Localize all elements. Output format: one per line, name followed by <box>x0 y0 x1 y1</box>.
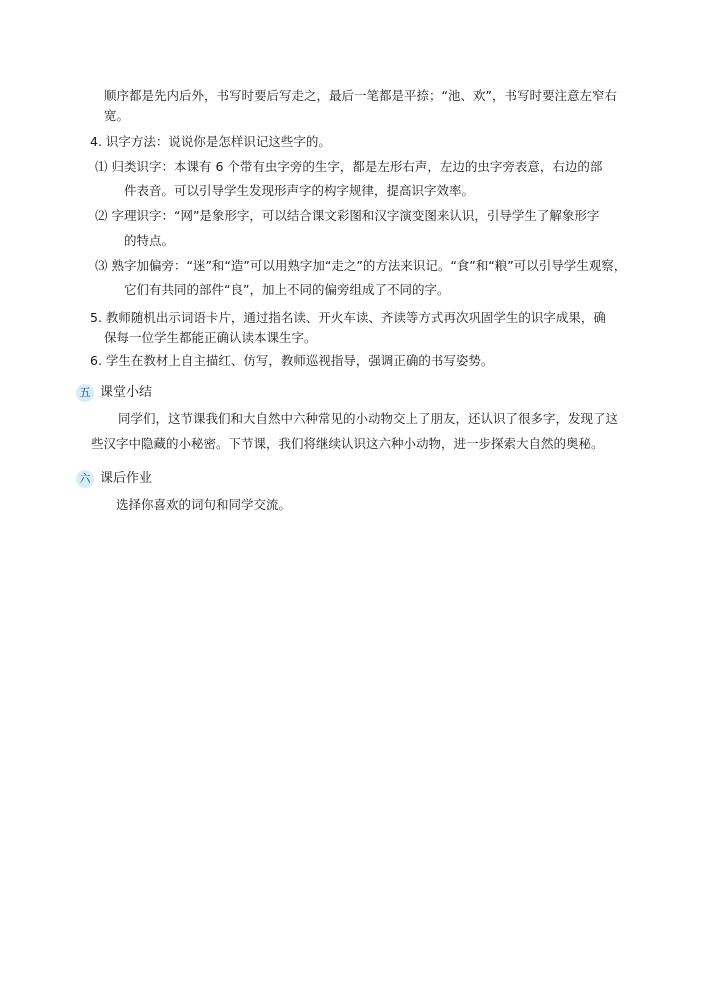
text-line: 件表音。可以引导学生发现形声字的构字规律，提高识字效率。 <box>124 183 475 198</box>
text-line: 的特点。 <box>124 233 175 248</box>
paragraph-line: 选择你喜欢的词句和同学交流。 <box>116 497 292 512</box>
text-line: 宽。 <box>104 108 130 123</box>
paragraph-line: 同学们，这节课我们和大自然中六种常见的小动物交上了朋友，还认识了很多字，发现了这 <box>118 411 619 426</box>
text-line: 它们有共同的部件“良”，加上不同的偏旁组成了不同的字。 <box>124 282 450 297</box>
sub-item-2: ⑵ 字理识字：“网”是象形字，可以结合课文彩图和汉字演变图来认识，引导学生了解象形字 <box>95 208 600 223</box>
section-number-badge: 五 <box>76 384 94 402</box>
list-item-4: 4. 识字方法：说说你是怎样识记这些字的。 <box>90 134 331 149</box>
section-title: 课后作业 <box>100 471 153 486</box>
list-item-6: 6. 学生在教材上自主描红、仿写，教师巡视指导，强调正确的书写姿势。 <box>90 353 494 368</box>
list-item-5: 5. 教师随机出示词语卡片，通过指名读、开火车读、齐读等方式再次巩固学生的识字成果，确 <box>90 310 606 325</box>
section-title: 课堂小结 <box>100 385 153 400</box>
section-number-badge: 六 <box>76 470 94 488</box>
section-heading-homework <box>76 470 152 488</box>
sub-item-1: ⑴ 归类识字：本课有 6 个带有虫字旁的生字，都是左形右声，左边的虫字旁表意，右边的部 <box>95 159 603 174</box>
sub-item-3: ⑶ 熟字加偏旁：“迷”和“造”可以用熟字加“走之”的方法来识记。“食”和“粮”可以引导学生观察， <box>95 258 627 273</box>
section-heading-summary <box>76 384 152 402</box>
text-line: 保每一位学生都能正确认读本课生字。 <box>104 330 317 345</box>
text-line: 顺序都是先内后外，书写时要后写走之，最后一笔都是平捺；“池、欢”，书写时要注意左窄右 <box>104 88 617 103</box>
paragraph-line: 些汉字中隐藏的小秘密。下节课，我们将继续认识这六种小动物，进一步探索大自然的奥秘。 <box>91 436 604 451</box>
